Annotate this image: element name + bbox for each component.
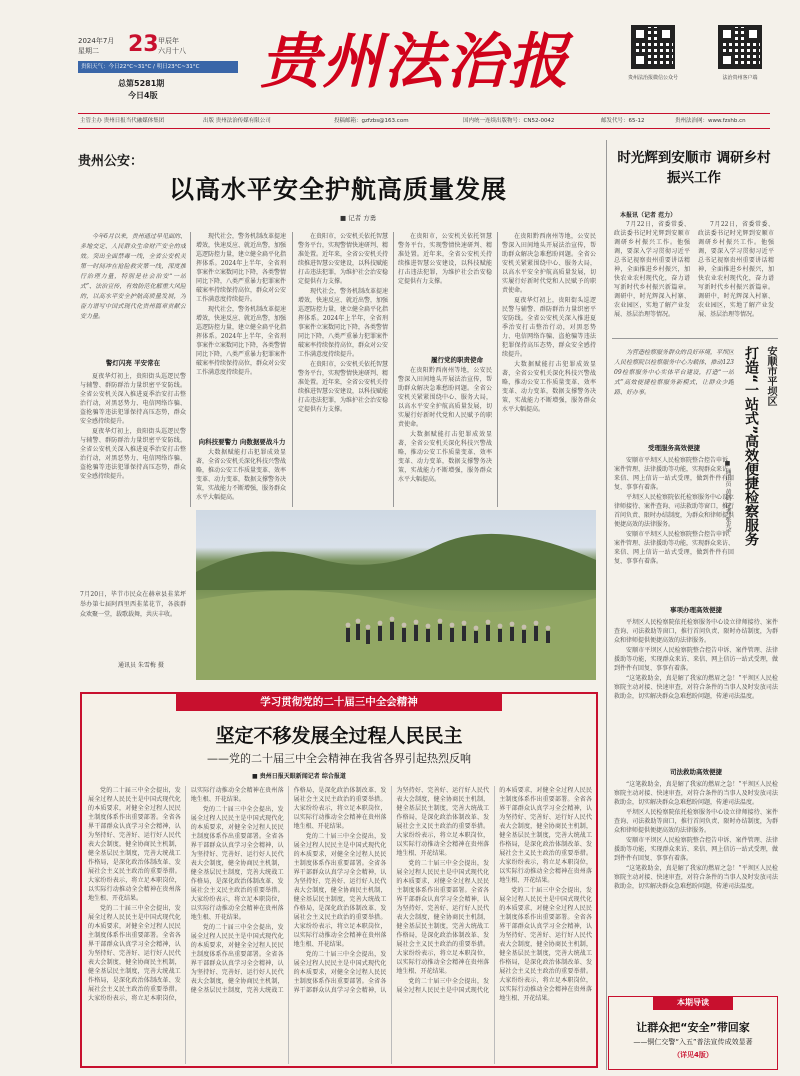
day-number: 23 <box>128 32 159 57</box>
lead-rule-2 <box>292 232 293 507</box>
lunar-date: 六月十八 <box>158 47 186 55</box>
lead-headline: 以高水平安全护航高质量发展 <box>168 175 507 204</box>
info-website[interactable]: 贵州法治网：www.fzshb.cn <box>675 118 746 124</box>
right-mid-text-2: 平坝区人民检察院依托检察服务中心设立律师接待、案件查询、司法救助等窗口，推行首问负责、限时办结制度，为群众和律师提供便捷高效的法律服务。 安顺市平坝区人民检察院整合控告申诉、案件管理、法律援助等功能，实现群众来访、来信、网上信访一站式受理，做到件件有回复、事事有着落。 “这笔救助金，真是解了我家的燃眉之急！”平坝区人民检察院主动对接、快速审查，对符合条件的当事人及时发放司法救助金，切实解决群众急难愁盼问题，传递司法温度。 <box>614 619 778 700</box>
lead-intro: 今年6月以来，贵州通过早见面的、多地交定、人民群众生命财产安全的成效。突出全面禁毒一线，全省公安机关第一时间冲在抢险救灾第一线，深度推行治理力量，特别是社会治安“一站式”、法治宣传，有效防范化解重大风险的，以高水平安全护航高质量发展，为奋力谱写中国式现代化贵州篇章贡献公安力量。 <box>80 233 186 320</box>
lead-col-3: 大数据赋能打击犯罪成效显著，全省公安机关深化科技兴警战略，推动公安工作质量变革、效率变革、动力变革，数据支撑警务决策，实战能力不断增强，服务群众水平大幅提高。 <box>196 449 286 501</box>
right-top-text: 7月22日，省委常委、政法委书记时光辉到安顺市调研乡村振兴工作。他强调，要深入学习贯彻习近平总书记视察贵州重要讲话精神，全面推进乡村振兴，加快农业农村现代化，奋力谱写新时代乡村振兴新篇章。调研中，时光辉深入村寨、农业园区，实地了解产业发展、基层治理等情况。 7月22日，省委常委、政法委书记时光辉到安顺市调研乡村振兴工作。他强调，要深入学习贯彻习近平总书记视察贵州重要讲话精神，全面推进乡村振兴，加快农业农村现代化，奋力谱写新时代乡村振兴新篇章。调研中，时光辉深入村寨、农业园区，实地了解产业发展、基层治理等情况。 <box>614 221 774 318</box>
feature-headline: 坚定不移发展全过程人民民主 <box>215 725 463 747</box>
lead-byline: ■ 记者 方勇 <box>340 214 377 222</box>
weekday: 星期二 <box>78 47 99 55</box>
lead-col-1: 夏夜华灯初上，贵阳街头巡逻民警与辅警、群防群治力量织密平安防线。全省公安机关深入推进夏季治安打击整治行动，对黑恶势力、电信网络诈骗、盗抢骗等违法犯罪保持高压态势，群众安全感持续提升。 夏夜华灯初上，贵阳街头巡逻民警与辅警、群防群治力量织密平安防线。全省公安机关深入推进夏季治安打击整治行动，对黑恶势力、电信网络诈骗、盗抢骗等违法犯罪保持高压态势，群众安全感持续提升。 <box>80 373 186 480</box>
guide-box[interactable] <box>608 996 778 1070</box>
info-bar <box>78 113 770 129</box>
right-column-rule <box>606 140 607 1070</box>
info-publisher: 出版 贵州法治传媒有限公司 <box>203 118 271 124</box>
right-top-byline: 本报讯（记者 范力） <box>620 212 677 219</box>
lead-rule-3 <box>393 232 394 507</box>
lead-col-6: 在贵阳黔西南州等地，公安民警深入田间地头开展法治宣传，帮助群众解决急难愁盼问题。全省公安机关紧紧围绕中心、服务大局，以高水平安全护航高质量发展，切实履行好新时代党和人民赋予的职责使命。 夏夜华灯初上，贵阳街头巡逻民警与辅警、群防群治力量织密平安防线。全省公安机关深入推进夏季治安打击整治行动，对黑恶势力、电信网络诈骗、盗抢骗等违法犯罪保持高压态势，群众安全感持续提升。 大数据赋能打击犯罪成效显著，全省公安机关深化科技兴警战略，推动公安工作质量变革、效率变革、动力变革，数据支撑警务决策，实战能力不断增强，服务群众水平大幅提高。 <box>502 233 596 413</box>
right-mid-text-3: “这笔救助金，真是解了我家的燃眉之急！”平坝区人民检察院主动对接、快速审查，对符合条件的当事人及时发放司法救助金，切实解决群众急难愁盼问题，传递司法温度。 平坝区人民检察院依托检察服务中心设立律师接待、案件查询、司法救助等窗口，推行首问负责、限时办结制度，为群众和律师提供便捷高效的法律服务。 安顺市平坝区人民检察院整合控告申诉、案件管理、法律援助等功能，实现群众来访、来信、网上信访一站式受理，做到件件有回复、事事有着落。 “这笔救助金，真是解了我家的燃眉之急！”平坝区人民检察院主动对接、快速审查，对符合条件的当事人及时发放司法救助金，切实解决群众急难愁盼问题，传递司法温度。 <box>614 781 778 890</box>
guide-headline: 让群众把“安全”带回家 <box>636 1021 750 1034</box>
lead-col-5: 在贵阳黔西南州等地，公安民警深入田间地头开展法治宣传，帮助群众解决急难愁盼问题。全省公安机关紧紧围绕中心、服务大局，以高水平安全护航高质量发展，切实履行好新时代党和人民赋予的职责使命。 大数据赋能打击犯罪成效显著，全省公安机关深化科技兴警战略，推动公安工作质量变革、效率变革、动力变革，数据支撑警务决策，实战能力不断增强，服务群众水平大幅提高。 <box>398 367 492 483</box>
lead-sub-2: 向科技要警力 向数据要战斗力 <box>198 438 286 446</box>
vertical-title-small: 安顺市平坝区 <box>765 346 776 406</box>
feature-box <box>80 692 598 1068</box>
lead-col-2: 现代社会，警务机制改革提速增效，快速反应、就近出警，加强巡逻防控力量，建立健全扁平化指挥体系。2024年上半年，全省刑事案件立案数同比下降，各类警情同比下降，八类严重暴力犯罪案件破案率持续保持高位，群众对公安工作满意度持续提升。 现代社会，警务机制改革提速增效，快速反应、就近出警，加强巡逻防控力量，建立健全扁平化指挥体系。2024年上半年，全省刑事案件立案数同比下降，各类警情同比下降，八类严重暴力犯罪案件破案率持续保持高位，群众对公安工作满意度持续提升。 <box>196 233 286 376</box>
masthead <box>0 0 800 122</box>
lead-rule-4 <box>497 232 498 507</box>
right-mid-byline: ■ 通讯员 黄鹤 记者 张光平 <box>724 460 731 535</box>
right-mid-text-1: 安顺市平坝区人民检察院整合控告申诉、案件管理、法律援助等功能，实现群众来访、来信、网上信访一站式受理，做到件件有回复、事事有着落。 平坝区人民检察院依托检察服务中心设立律师接待、案件查询、司法救助等窗口，推行首问负责、限时办结制度，为群众和律师提供便捷高效的法律服务。 安顺市平坝区人民检察院整合控告申诉、案件管理、法律援助等功能，实现群众来访、来信、网上信访一站式受理，做到件件有回复、事事有着落。 <box>614 457 734 565</box>
weather-bar: 贵阳天气：今日22°C~31°C / 明日23°C~31°C <box>78 61 238 73</box>
issue-number: 总第5281期 <box>118 79 165 88</box>
date-line: 2024年7月 <box>78 37 115 45</box>
qr-label-app: 法治贵州客户端 <box>722 75 758 81</box>
lead-col-4: 在贵阳市，公安机关依托智慧警务平台，实现警情快速研判、精准处置。近年来，全省公安机关持续推进智慧公安建设，以科技赋能打击违法犯罪，为维护社会治安稳定提供有力支撑。 现代社会，警务机制改革提速增效，快速反应、就近出警，加强巡逻防控力量，建立健全扁平化指挥体系。2024年上半年，全省刑事案件立案数同比下降，各类警情同比下降，八类严重暴力犯罪案件破案率持续保持高位，群众对公安工作满意度持续提升。 在贵阳市，公安机关依托智慧警务平台，实现警情快速研判、精准处置。近年来，全省公安机关持续推进智慧公安建设，以科技赋能打击违法犯罪，为维护社会治安稳定提供有力支撑。 <box>298 233 388 413</box>
right-top-headline: 时光辉到安顺市 调研乡村振兴工作 <box>617 150 771 186</box>
feature-banner: 学习贯彻党的二十届三中全会精神 <box>176 693 502 711</box>
guide-page-ref[interactable]: （详见4版） <box>673 1051 713 1059</box>
lead-sub-1: 警灯闪亮 平安常在 <box>105 359 161 367</box>
guide-tag: 本期导读 <box>653 996 733 1010</box>
right-mid-sub-2: 事项办理高效便捷 <box>670 606 722 614</box>
lead-sub-3: 履行党的职责使命 <box>431 356 483 364</box>
qr-label-wechat: 贵州法治报微信公众号 <box>627 75 678 81</box>
qr-code-wechat[interactable] <box>631 25 675 69</box>
info-email[interactable]: 投稿邮箱：gzfzbs@163.com <box>334 118 409 124</box>
masthead-date-block <box>78 28 200 100</box>
page-count: 今日4版 <box>128 91 158 100</box>
feature-byline: ■ 贵州日报天眼新闻记者 综合报道 <box>252 773 346 780</box>
info-post-code: 邮发代号：65-12 <box>601 118 645 124</box>
right-top-rule <box>612 338 778 339</box>
lead-rule-1 <box>190 232 191 507</box>
photo-caption: 7月20日，毕节市民众在赫章县韭菜坪举办第七届阿西里西韭菜花节，各族群众欢聚一堂，载歌载舞，共庆丰收。 <box>80 591 186 618</box>
lead-photo <box>196 510 596 680</box>
right-mid-sub-3: 司法救助高效便捷 <box>670 768 722 776</box>
feature-subhead: ——党的二十届三中全会精神在我省各界引起热烈反响 <box>207 752 471 765</box>
qr-code-app[interactable] <box>718 25 762 69</box>
info-cn: 国内统一连续出版物号：CN52-0042 <box>463 118 555 124</box>
vertical-title-large: 打造“一站式”高效便捷检察服务 <box>743 346 759 547</box>
guide-subhead: ——铜仁交警“入五”普法宣传成效显著 <box>633 1038 753 1046</box>
right-mid-intro: 为营造检察服务群众的良好环境，平坝区人民检察院以检察服务中心为载体，推动12309检察服务中心实体平台建设，打造“一站式”高效便捷检察服务新模式，让群众少跑路、好办事。 <box>614 349 734 396</box>
photo-crowd-icon <box>196 510 596 680</box>
lead-kicker: 贵州公安： <box>78 154 144 169</box>
info-sponsor: 主管主办 贵州日报当代融媒体集团 <box>80 118 165 124</box>
lead-col-5a: 在贵阳市，公安机关依托智慧警务平台，实现警情快速研判、精准处置。近年来，全省公安机关持续推进智慧公安建设，以科技赋能打击违法犯罪，为维护社会治安稳定提供有力支撑。 <box>398 233 492 285</box>
photo-credit: 通讯员 朱雪梅 摄 <box>118 662 164 669</box>
right-mid-vertical-title <box>740 346 778 586</box>
feature-text: 党的二十届三中全会提出，发展全过程人民民主是中国式现代化的本质要求，对健全全过程人民民主制度体系作出重要部署。全省各界干部群众认真学习全会精神，认为坚持好、完善好、运行好人民代表大会制度，健全协商民主机制，健全基层民主制度，完善大统战工作格局，是深化政治体制改革、发展社会主义民主政治的重要举措。大家纷纷表示，将立足本职岗位，以实际行动推动全会精神在贵州落地生根、开花结果。 党的二十届三中全会提出，发展全过程人民民主是中国式现代化的本质要求，对健全全过程人民民主制度体系作出重要部署。全省各界干部群众认真学习全会精神，认为坚持好、完善好、运行好人民代表大会制度，健全协商民主机制，健全基层民主制度，完善大统战工作格局，是深化政治体制改革、发展社会主义民主政治的重要举措。大家纷纷表示，将立足本职岗位，以实际行动推动全会精神在贵州落地生根、开花结果。 党的二十届三中全会提出，发展全过程人民民主是中国式现代化的本质要求，对健全全过程人民民主制度体系作出重要部署。全省各界干部群众认真学习全会精神，认为坚持好、完善好、运行好人民代表大会制度，健全协商民主机制，健全基层民主制度，完善大统战工作格局，是深化政治体制改革、发展社会主义民主政治的重要举措。大家纷纷表示，将立足本职岗位，以实际行动推动全会精神在贵州落地生根、开花结果。 党的二十届三中全会提出，发展全过程人民民主是中国式现代化的本质要求，对健全全过程人民民主制度体系作出重要部署。全省各界干部群众认真学习全会精神，认为坚持好、完善好、运行好人民代表大会制度，健全协商民主机制，健全基层民主制度，完善大统战工作格局，是深化政治体制改革、发展社会主义民主政治的重要举措。大家纷纷表示，将立足本职岗位，以实际行动推动全会精神在贵州落地生根、开花结果。 党的二十届三中全会提出，发展全过程人民民主是中国式现代化的本质要求，对健全全过程人民民主制度体系作出重要部署。全省各界干部群众认真学习全会精神，认为坚持好、完善好、运行好人民代表大会制度，健全协商民主机制，健全基层民主制度，完善大统战工作格局，是深化政治体制改革、发展社会主义民主政治的重要举措。大家纷纷表示，将立足本职岗位，以实际行动推动全会精神在贵州落地生根、开花结果。 党的二十届三中全会提出，发展全过程人民民主是中国式现代化的本质要求，对健全全过程人民民主制度体系作出重要部署。全省各界干部群众认真学习全会精神，认为坚持好、完善好、运行好人民代表大会制度，健全协商民主机制，健全基层民主制度，完善大统战工作格局，是深化政治体制改革、发展社会主义民主政治的重要举措。大家纷纷表示，将立足本职岗位，以实际行动推动全会精神在贵州落地生根、开花结果。 党的二十届三中全会提出，发展全过程人民民主是中国式现代化的本质要求，对健全全过程人民民主制度体系作出重要部署。全省各界干部群众认真学习全会精神，认为坚持好、完善好、运行好人民代表大会制度，健全协商民主机制，健全基层民主制度，完善大统战工作格局，是深化政治体制改革、发展社会主义民主政治的重要举措。大家纷纷表示，将立足本职岗位，以实际行动推动全会精神在贵州落地生根、开花结果。 党的二十届三中全会提出，发展全过程人民民主是中国式现代化的本质要求，对健全全过程人民民主制度体系作出重要部署。全省各界干部群众认真学习全会精神，认为坚持好、完善好、运行好人民代表大会制度，健全协商民主机制，健全基层民主制度，完善大统战工作格局，是深化政治体制改革、发展社会主义民主政治的重要举措。大家纷纷表示，将立足本职岗位，以实际行动推动全会精神在贵州落地生根、开花结果。 党的二十届三中全会提出，发展全过程人民民主是中国式现代化的本质要求，对健全全过程人民民主制度体系作出重要部署。全省各界干部群众认真学习全会精神，认为坚持好、完善好、运行好人民代表大会制度，健全协商民主机制，健全基层民主制度，完善大统战工作格局，是深化政治体制改革、发展社会主义民主政治的重要举措。大家纷纷表示，将立足本职岗位，以实际行动推动全会精神在贵州落地生根、开花结果。 <box>88 787 592 1002</box>
day-type: 甲辰年 <box>158 37 179 45</box>
right-mid-sub-1: 受理服务高效便捷 <box>648 444 700 452</box>
newspaper-title: 贵州法治报 <box>260 27 570 97</box>
